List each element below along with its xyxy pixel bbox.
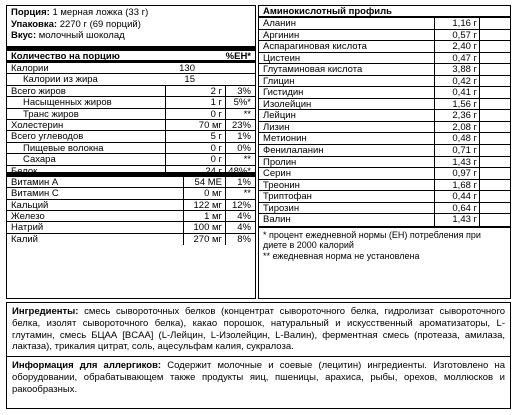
divider <box>7 356 510 357</box>
allergy-label: Информация для аллергиков: <box>12 360 162 372</box>
nutrient-row: Всего углеводов 5 г 1% <box>7 131 255 142</box>
vitamin-row: Натрий 100 мг 4% <box>7 222 255 233</box>
amino-row: Треонин 1,68 г <box>259 180 510 192</box>
amino-row: Валин 1,43 г <box>259 214 510 226</box>
amino-row: Фенилаланин 0,71 г <box>259 145 510 157</box>
amino-row: Изолейцин 1,56 г <box>259 99 510 111</box>
amino-row: Триптофан 0,44 г <box>259 191 510 203</box>
package-size-line: Упаковка: 2270 г (69 порций) <box>11 18 141 30</box>
nutrient-row: Всего жиров 2 г 3% <box>7 86 255 97</box>
amino-row: Глутаминовая кислота 3,88 г <box>259 64 510 76</box>
amino-header: Аминокислотный профиль <box>259 6 510 18</box>
vitamin-row: Витамин А 54 МЕ 1% <box>7 177 255 188</box>
vitamin-row: Кальций 122 мг 12% <box>7 200 255 211</box>
amino-row: Глицин 0,42 г <box>259 76 510 88</box>
vitamin-row: Калий 270 мг 8% <box>11 233 251 245</box>
amino-row: Тирозин 0,64 г <box>259 203 510 215</box>
nutrient-row: Белок 24 г 48%* <box>7 166 255 177</box>
amino-row: Лизин 2,08 г <box>259 122 510 134</box>
amino-row: Цистеин 0,47 г <box>259 53 510 65</box>
amino-row: Пролин 1,43 г <box>259 157 510 169</box>
nutrient-row: Транс жиров 0 г ** <box>7 109 255 120</box>
amino-acid-panel <box>258 5 511 299</box>
footnotes <box>259 226 510 262</box>
nutrition-header: Количество на порцию %ЕН* <box>7 51 255 63</box>
nutrient-row: Сахара 0 г ** <box>7 154 255 165</box>
serving-info <box>7 6 255 46</box>
amino-row: Серин 0,97 г <box>259 168 510 180</box>
amino-row: Аланин 1,16 г <box>259 18 510 30</box>
ingredients-text: смесь сывороточных белков (концентрат сывороточного белка, гидролизат сывороточного белка, изолят сывороточного белка), какао порошок, натуральный и искусственный ароматизаторы, L-глутамин, смесь БЦАА [BCAA] (L-Лейцин, L-Изолейцин, L-Валин), ферментная смесь (протеаза, амилаза, лактаза), трикалия цитрат, соль, ацесульфам калия, сукралоза. <box>12 306 506 353</box>
footnote-not-established: ** ежедневная норма не установлена <box>263 250 420 261</box>
amino-row: Аспарагиновая кислота 2,40 г <box>259 41 510 53</box>
amino-row: Гистидин 0,41 г <box>259 87 510 99</box>
allergy-paragraph <box>12 360 505 395</box>
ingredients-block <box>6 302 511 409</box>
nutrient-row: Калории 130 <box>7 63 255 74</box>
vitamin-row: Железо 1 мг 4% <box>7 211 255 222</box>
nutrient-row: Пищевые волокна 0 г 0% <box>7 143 255 154</box>
serving-size-line: Порция: 1 мерная ложка (33 г) <box>11 7 149 18</box>
amino-row: Лейцин 2,36 г <box>259 110 510 122</box>
allergy-text: Содержит молочные и соевые (лецитин) ингредиенты. Изготовлено на оборудовании, обрабатывающем также продукты яиц, пшеницы, арахиса, рыбы, орехов, моллюсков и ракообразных. <box>12 360 506 395</box>
footnote-daily-value: * процент ежедневной нормы (ЕН) потребления при диете в 2000 калорий <box>263 229 481 251</box>
vitamin-row: Витамин С 0 мг ** <box>7 188 255 199</box>
nutrient-row: Холестерин 70 мг 23% <box>7 120 255 131</box>
nutrition-facts-panel <box>6 5 256 299</box>
nutrient-row: Калории из жира 15 <box>7 74 255 85</box>
ingredients-label: Ингредиенты: <box>12 306 79 317</box>
flavor-line: Вкус: молочный шоколад <box>11 30 125 41</box>
amino-row: Метионин 0,48 г <box>259 133 510 145</box>
amino-row: Аргинин 0,57 г <box>259 30 510 42</box>
nutrient-row: Насыщенных жиров 1 г 5%* <box>7 97 255 108</box>
ingredients-paragraph <box>12 306 505 353</box>
